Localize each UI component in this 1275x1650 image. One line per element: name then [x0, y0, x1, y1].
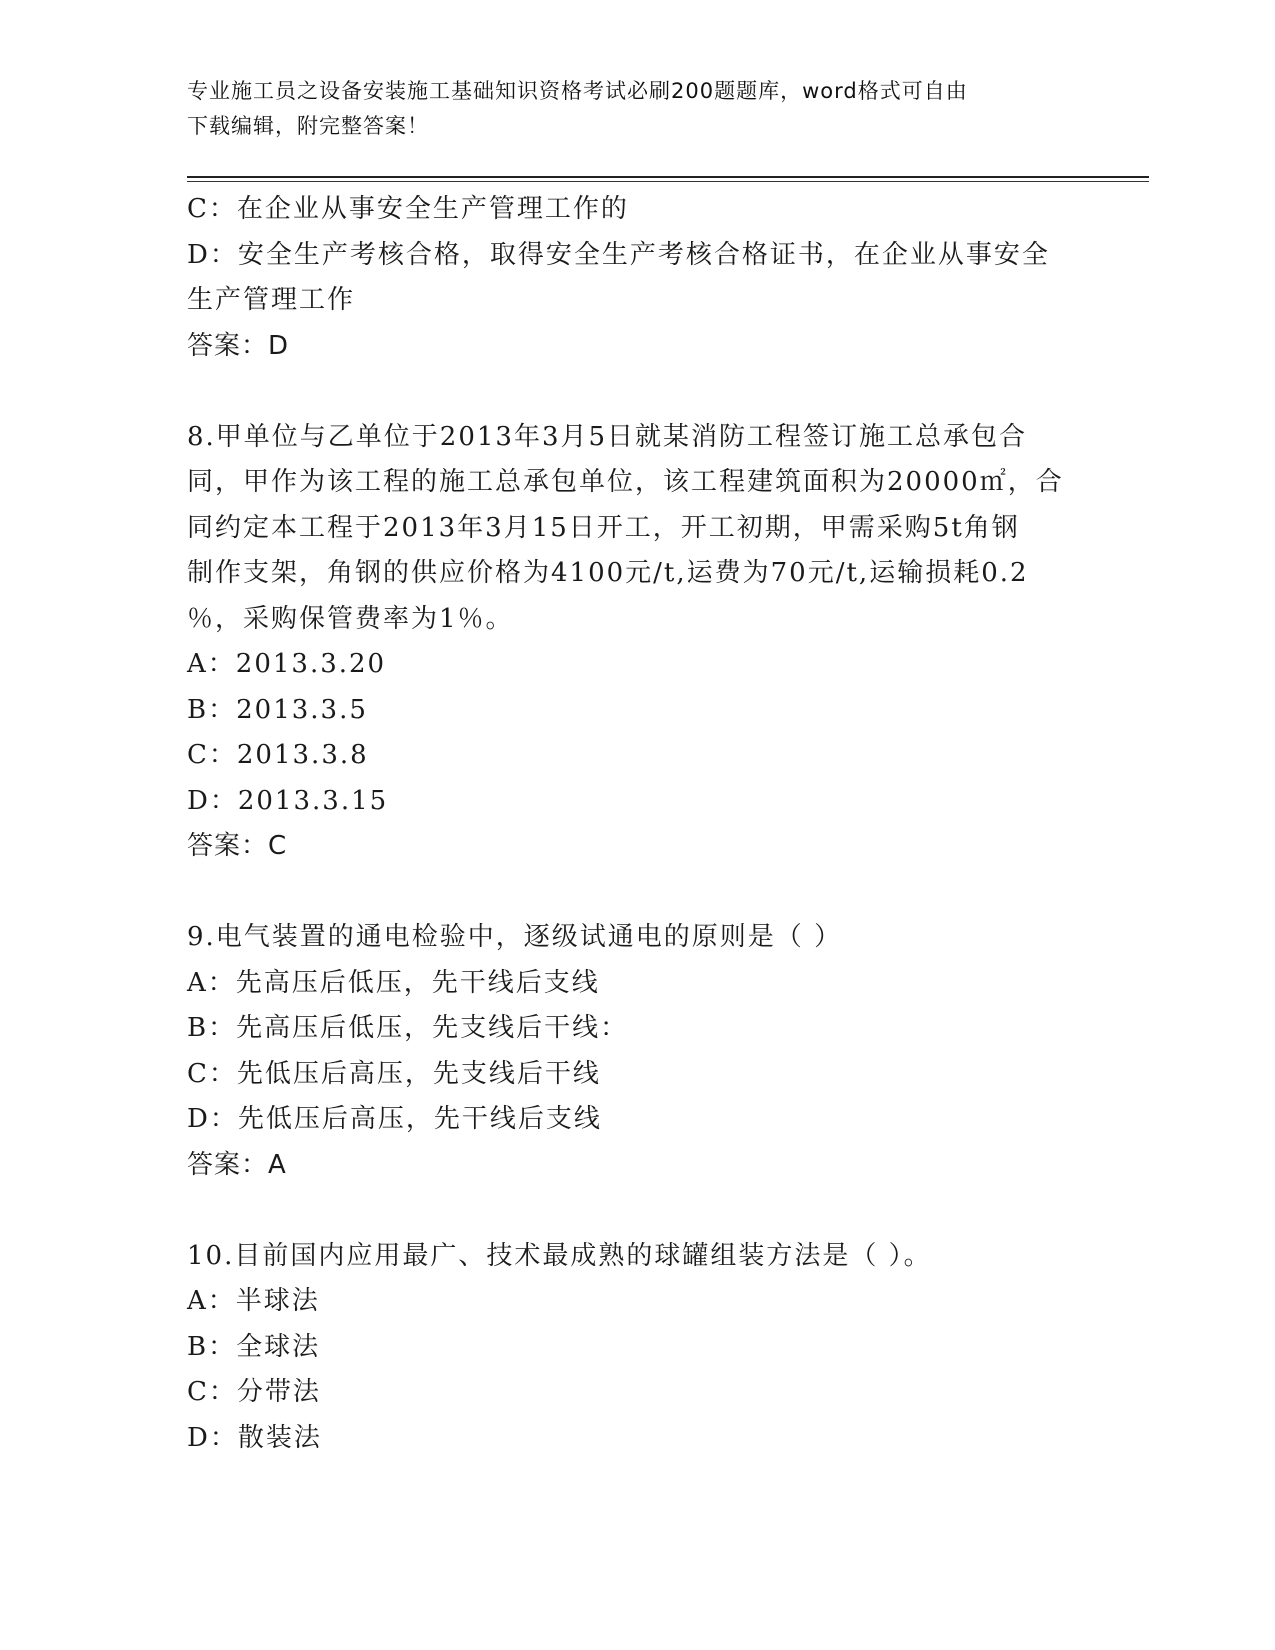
- answer: 答案：C: [187, 831, 288, 861]
- spacer: [187, 1188, 1087, 1234]
- option-c: C：分带法: [187, 1377, 321, 1407]
- question-8: [187, 415, 1087, 870]
- question-stem-line-1: 8.甲单位与乙单位于2013年3月5日就某消防工程签订施工总承包合: [187, 421, 1028, 452]
- header-divider-thick: [187, 176, 1149, 178]
- question-stem-line-5: ％，采购保管费率为1％。: [187, 603, 514, 634]
- question-stem: 9.电气装置的通电检验中，逐级试通电的原则是（ ）: [187, 922, 843, 952]
- answer: 答案：A: [187, 1149, 287, 1180]
- document-body: [187, 187, 1087, 1461]
- option-d-line-1: D：安全生产考核合格，取得安全生产考核合格证书，在企业从事安全: [187, 239, 1050, 270]
- question-9: [187, 915, 1087, 1188]
- document-header: [187, 74, 1087, 144]
- option-b: B：全球法: [187, 1331, 321, 1362]
- option-d: D：先低压后高压，先干线后支线: [187, 1104, 602, 1134]
- header-title-line-1: 专业施工员之设备安装施工基础知识资格考试必刷200题题库，word格式可自由: [187, 79, 968, 103]
- option-b: B：2013.3.5: [187, 694, 368, 725]
- option-d: D：散装法: [187, 1422, 322, 1453]
- answer: 答案：D: [187, 330, 290, 361]
- header-title-line-2: 下载编辑，附完整答案！: [187, 114, 429, 138]
- option-d-line-2: 生产管理工作: [187, 285, 356, 315]
- question-stem-line-3: 同约定本工程于2013年3月15日开工，开工初期，甲需采购5t角钢: [187, 512, 1020, 543]
- option-c: C：先低压后高压，先支线后干线: [187, 1058, 601, 1089]
- option-c: C：2013.3.8: [187, 740, 369, 770]
- question-stem-line-4: 制作支架，角钢的供应价格为4100元/t,运费为70元/t,运输损耗0.2: [187, 558, 1029, 588]
- question-10: [187, 1234, 1087, 1462]
- option-a: A：半球法: [187, 1286, 320, 1316]
- option-d: D：2013.3.15: [187, 785, 389, 816]
- header-divider-thin: [187, 181, 1149, 182]
- question-stem-line-2: 同，甲作为该工程的施工总承包单位，该工程建筑面积为20000㎡，合: [187, 467, 1064, 497]
- continued-question: [187, 187, 1087, 369]
- option-a: A：2013.3.20: [187, 649, 387, 679]
- option-b: B：先高压后低压，先支线后干线：: [187, 1013, 629, 1043]
- spacer: [187, 870, 1087, 916]
- option-a: A：先高压后低压，先干线后支线: [187, 967, 600, 998]
- question-stem: 10.目前国内应用最广、技术最成熟的球罐组装方法是（ ）。: [187, 1240, 932, 1271]
- option-c: C：在企业从事安全生产管理工作的: [187, 194, 629, 224]
- spacer: [187, 369, 1087, 415]
